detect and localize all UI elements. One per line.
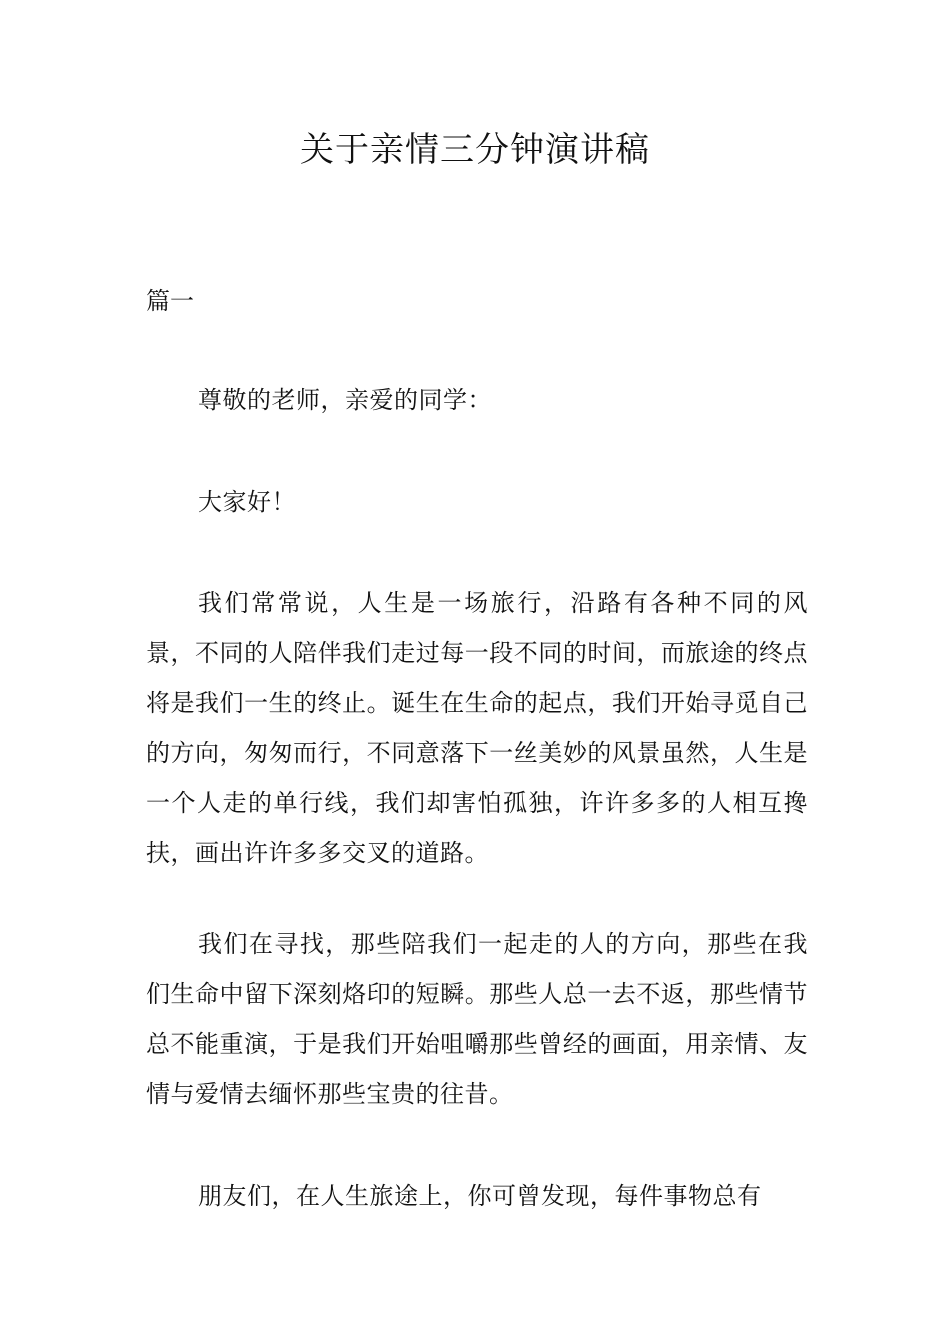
document-title: 关于亲情三分钟演讲稿 [300,130,650,170]
greeting-paragraph: 大家好！ [198,488,296,516]
body-paragraph-1: 我们常常说，人生是一场旅行，沿路有各种不同的风景，不同的人陪伴我们走过每一段不同的时间，而旅途的终点将是我们一生的终止。诞生在生命的起点，我们开始寻觅自己的方向，匆匆而行，不同意落下一丝美妙的风景虽然，人生是一个人走的单行线，我们却害怕孤独，许许多多的人相互搀扶，画出许许多多交叉的道路。 [146,589,808,867]
section-label: 篇一 [146,287,194,315]
body-paragraph-2: 我们在寻找，那些陪我们一起走的人的方向，那些在我们生命中留下深刻烙印的短瞬。那些人总一去不返，那些情节总不能重演，于是我们开始咀嚼那些曾经的画面，用亲情、友情与爱情去缅怀那些宝贵的往昔。 [146,930,808,1108]
body-paragraph-3: 朋友们，在人生旅途上，你可曾发现，每件事物总有 [198,1182,762,1210]
salutation-paragraph: 尊敬的老师，亲爱的同学： [198,386,492,414]
